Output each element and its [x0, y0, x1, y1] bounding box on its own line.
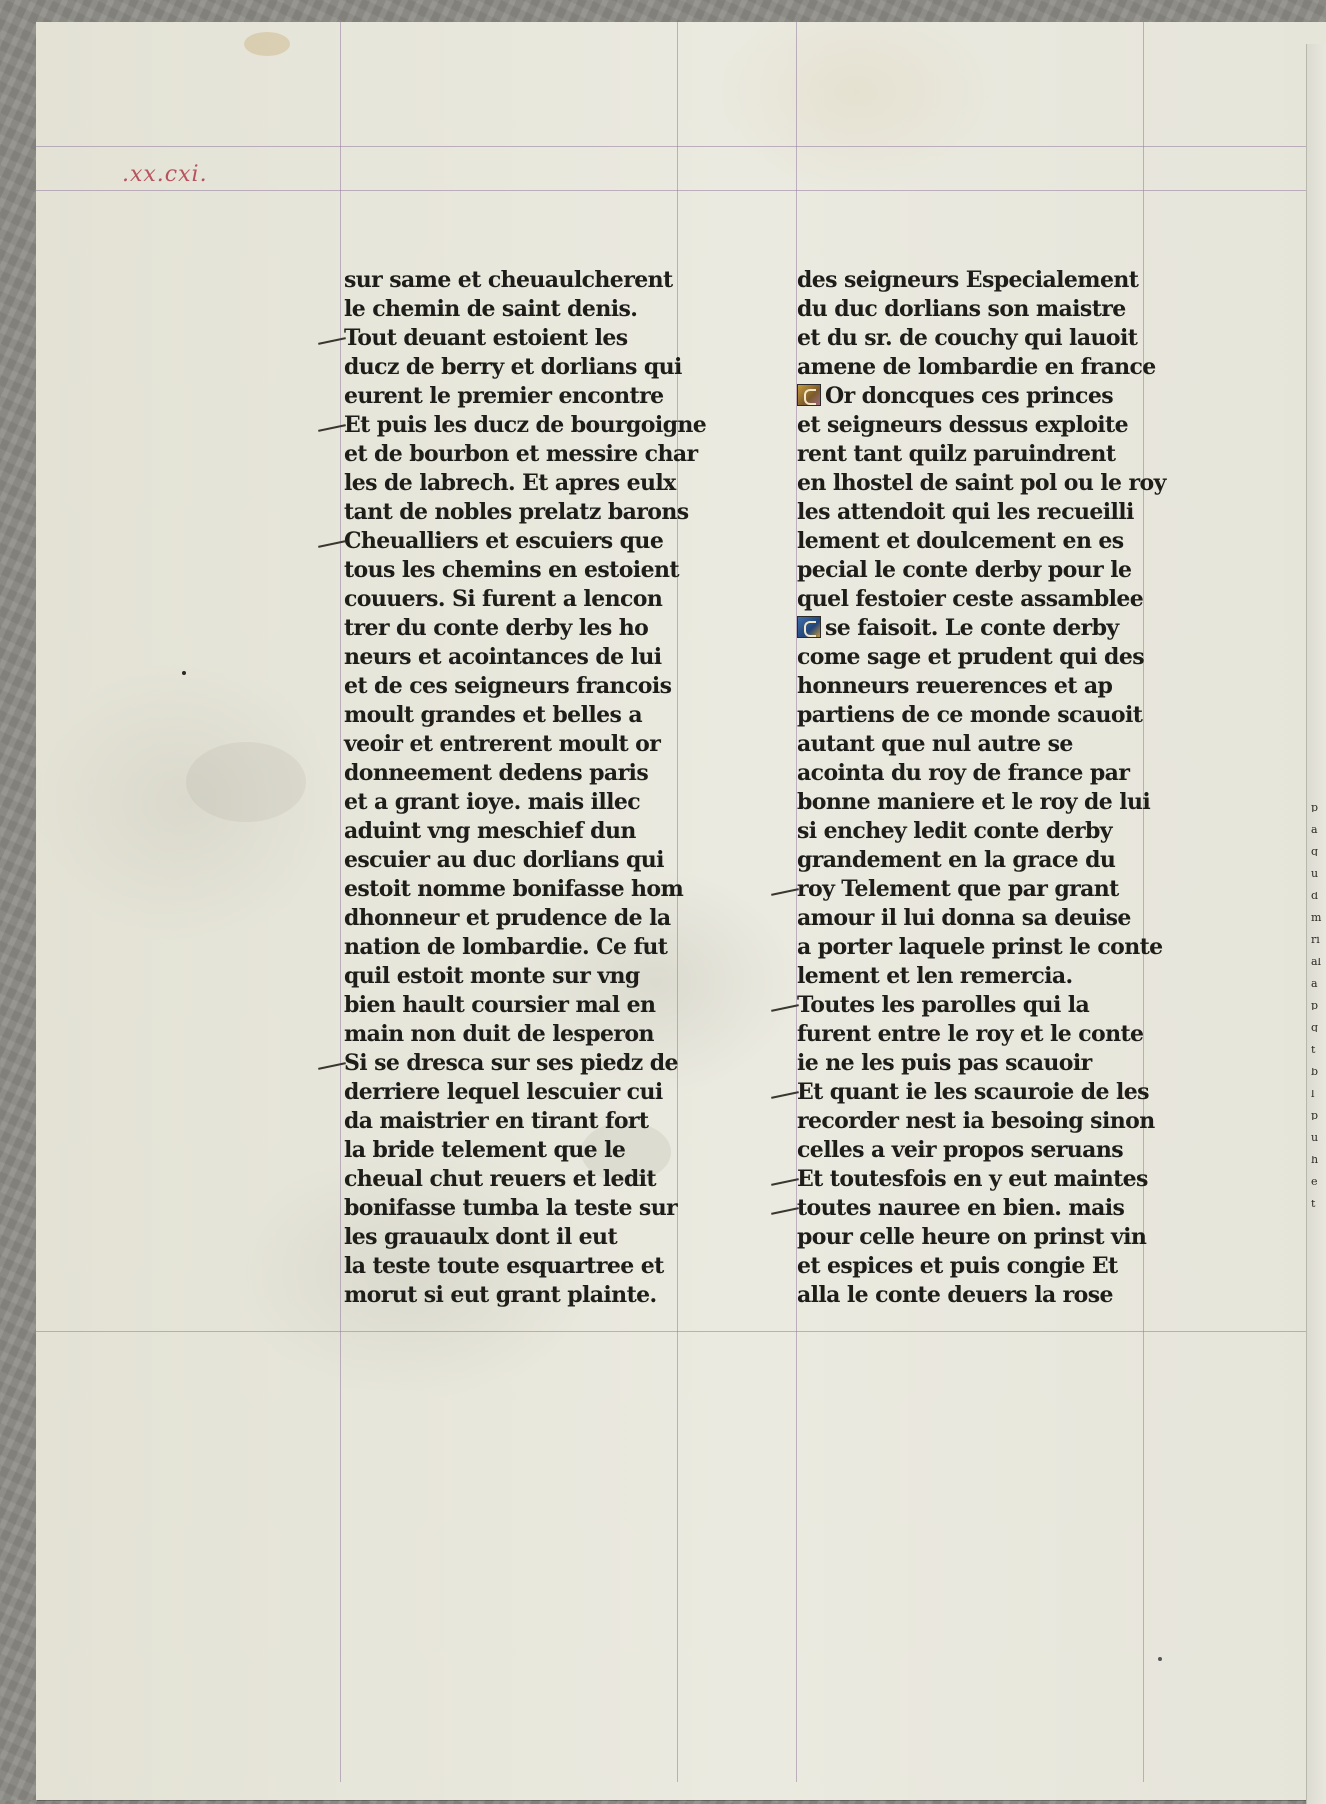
ink-dot [182, 671, 186, 675]
line-text: ducz de berry et dorlians qui [344, 354, 682, 380]
next-page-edge [1306, 44, 1326, 1804]
next-page-text-fragment: ri [1311, 936, 1320, 944]
line-text: donneement dedens paris [344, 760, 649, 786]
text-line [344, 1020, 704, 1049]
text-line [797, 1078, 1167, 1107]
line-text: bonifasse tumba la teste sur [344, 1195, 678, 1221]
line-text: morut si eut grant plainte. [344, 1282, 657, 1308]
text-line [797, 266, 1167, 295]
text-line [344, 382, 704, 411]
line-text: quel festoier ceste assamblee [797, 586, 1144, 612]
text-line [797, 846, 1167, 875]
text-line [797, 1020, 1167, 1049]
line-text: honneurs reuerences et ap [797, 673, 1113, 699]
text-line [344, 411, 707, 440]
line-text: tant de nobles prelatz barons [344, 499, 689, 525]
next-page-text-fragment: al [1311, 958, 1322, 966]
text-line [797, 1049, 1167, 1078]
line-text: da maistrier en tirant fort [344, 1108, 649, 1134]
text-line [797, 962, 1167, 991]
text-line [344, 730, 704, 759]
left-text-column [344, 266, 707, 1310]
stain [186, 742, 306, 822]
line-text: Or doncques ces princes [825, 383, 1114, 409]
text-line [344, 701, 704, 730]
text-line [344, 846, 704, 875]
line-text: en lhostel de saint pol ou le roy [797, 470, 1166, 496]
text-line [344, 1194, 704, 1223]
text-line [797, 440, 1167, 469]
next-page-text-fragment: d [1311, 892, 1319, 900]
text-line [344, 498, 704, 527]
line-text: pour celle heure on prinst vin [797, 1224, 1147, 1250]
line-text: les de labrech. Et apres eulx [344, 470, 676, 496]
text-line [344, 759, 704, 788]
text-line [797, 817, 1167, 846]
line-text: bien hault coursier mal en [344, 992, 656, 1018]
text-line [344, 788, 704, 817]
line-text: les attendoit qui les recueilli [797, 499, 1134, 525]
line-text: tous les chemins en estoient [344, 557, 679, 583]
text-line [797, 904, 1167, 933]
text-line [344, 469, 704, 498]
line-text: si enchey ledit conte derby [797, 818, 1112, 844]
ruling-line [340, 22, 341, 1782]
text-line [797, 353, 1167, 382]
folio-number: .xx.cxi. [122, 162, 208, 187]
line-text: quil estoit monte sur vng [344, 963, 640, 989]
text-line [344, 643, 704, 672]
next-page-text-fragment: b [1311, 1068, 1319, 1076]
text-line [797, 643, 1167, 672]
text-line [344, 440, 704, 469]
text-line [797, 875, 1167, 904]
text-line [344, 962, 704, 991]
next-page-text-fragment: q [1311, 1024, 1319, 1032]
next-page-text-fragment: m [1311, 914, 1322, 922]
text-line [344, 1165, 704, 1194]
text-line [797, 382, 1167, 411]
line-text: Si se dresca sur ses piedz de [344, 1050, 678, 1076]
line-text: alla le conte deuers la rose [797, 1282, 1113, 1308]
next-page-text-fragment: l [1311, 1090, 1315, 1098]
line-text: et seigneurs dessus exploite [797, 412, 1129, 438]
line-text: du duc dorlians son maistre [797, 296, 1126, 322]
text-line [797, 556, 1167, 585]
line-text: roy Telement que par grant [797, 876, 1119, 902]
text-line [344, 672, 704, 701]
text-line [344, 556, 704, 585]
next-page-text-fragment: u [1311, 870, 1319, 878]
line-text: partiens de ce monde scauoit [797, 702, 1143, 728]
text-line [344, 295, 704, 324]
next-page-text-fragment: t [1311, 1046, 1316, 1054]
line-text: estoit nomme bonifasse hom [344, 876, 684, 902]
text-line [344, 1078, 704, 1107]
text-line [797, 324, 1167, 353]
text-line [797, 1281, 1167, 1310]
illuminated-initial [797, 616, 821, 638]
line-text: lement et doulcement en es [797, 528, 1124, 554]
line-text: et de bourbon et messire char [344, 441, 698, 467]
line-text: amene de lombardie en france [797, 354, 1156, 380]
ink-dot [1158, 1657, 1162, 1661]
line-text: pecial le conte derby pour le [797, 557, 1132, 583]
text-line [797, 759, 1167, 788]
text-line [344, 933, 704, 962]
line-text: trer du conte derby les ho [344, 615, 649, 641]
line-text: ie ne les puis pas scauoir [797, 1050, 1092, 1076]
line-text: Et puis les ducz de bourgoigne [344, 412, 707, 438]
text-line [797, 1223, 1167, 1252]
line-text: autant que nul autre se [797, 731, 1073, 757]
line-text: recorder nest ia besoing sinon [797, 1108, 1155, 1134]
text-line [797, 1194, 1167, 1223]
ruling-line [36, 190, 1306, 191]
text-line [797, 701, 1167, 730]
line-text: se faisoit. Le conte derby [825, 615, 1119, 641]
line-text: nation de lombardie. Ce fut [344, 934, 668, 960]
line-text: acointa du roy de france par [797, 760, 1130, 786]
text-line [797, 411, 1167, 440]
text-line [344, 1281, 704, 1310]
text-line [344, 875, 704, 904]
line-text: rent tant quilz paruindrent [797, 441, 1116, 467]
next-page-text-fragment: p [1311, 804, 1319, 812]
line-text: celles a veir propos seruans [797, 1137, 1124, 1163]
line-text: veoir et entrerent moult or [344, 731, 661, 757]
line-text: la bride telement que le [344, 1137, 626, 1163]
text-line [344, 1252, 704, 1281]
line-text: les grauaulx dont il eut [344, 1224, 618, 1250]
text-line [797, 469, 1167, 498]
text-line [344, 991, 704, 1020]
text-line [344, 324, 704, 353]
line-text: come sage et prudent qui des [797, 644, 1145, 670]
text-line [797, 527, 1167, 556]
line-text: aduint vng meschief dun [344, 818, 636, 844]
line-text: et de ces seigneurs francois [344, 673, 672, 699]
text-line [797, 933, 1167, 962]
text-line [344, 904, 704, 933]
next-page-text-fragment: p [1311, 1112, 1319, 1120]
line-text: a porter laquele prinst le conte [797, 934, 1163, 960]
text-line [797, 1252, 1167, 1281]
line-text: des seigneurs Especialement [797, 267, 1139, 293]
text-line [344, 353, 704, 382]
text-line [797, 730, 1167, 759]
line-text: moult grandes et belles a [344, 702, 642, 728]
line-text: dhonneur et prudence de la [344, 905, 671, 931]
line-text: bonne maniere et le roy de lui [797, 789, 1151, 815]
text-line [344, 527, 704, 556]
ruling-line [36, 146, 1306, 147]
line-text: amour il lui donna sa deuise [797, 905, 1131, 931]
next-page-text-fragment: h [1311, 1156, 1319, 1164]
text-line [344, 1223, 704, 1252]
line-text: furent entre le roy et le conte [797, 1021, 1144, 1047]
text-line [797, 1136, 1167, 1165]
line-text: Et quant ie les scauroie de les [797, 1079, 1149, 1105]
line-text: toutes nauree en bien. mais [797, 1195, 1125, 1221]
next-page-text-fragment: u [1311, 1134, 1319, 1142]
text-line [344, 585, 704, 614]
next-page-text-fragment: q [1311, 848, 1319, 856]
illuminated-initial [797, 384, 821, 406]
line-text: Cheualliers et escuiers que [344, 528, 664, 554]
text-line [344, 817, 704, 846]
text-line [344, 1049, 704, 1078]
next-page-text-fragment: t [1311, 1200, 1316, 1208]
text-line [797, 295, 1167, 324]
text-line [797, 788, 1167, 817]
line-text: couuers. Si furent a lencon [344, 586, 663, 612]
line-text: Tout deuant estoient les [344, 325, 628, 351]
text-line [797, 498, 1167, 527]
next-page-text-fragment: p [1311, 1002, 1319, 1010]
line-text: cheual chut reuers et ledit [344, 1166, 656, 1192]
text-line [344, 1136, 704, 1165]
line-text: lement et len remercia. [797, 963, 1073, 989]
next-page-text-fragment: a [1311, 980, 1318, 988]
next-page-text-fragment: e [1311, 1178, 1318, 1186]
text-line [344, 266, 704, 295]
line-text: main non duit de lesperon [344, 1021, 654, 1047]
line-text: Et toutesfois en y eut maintes [797, 1166, 1148, 1192]
next-page-text-fragment: a [1311, 826, 1318, 834]
line-text: la teste toute esquartree et [344, 1253, 664, 1279]
stain [244, 32, 290, 56]
line-text: Toutes les parolles qui la [797, 992, 1090, 1018]
line-text: grandement en la grace du [797, 847, 1116, 873]
line-text: et a grant ioye. mais illec [344, 789, 641, 815]
line-text: neurs et acointances de lui [344, 644, 662, 670]
text-line [797, 585, 1167, 614]
line-text: le chemin de saint denis. [344, 296, 638, 322]
line-text: et du sr. de couchy qui lauoit [797, 325, 1138, 351]
line-text: derriere lequel lescuier cui [344, 1079, 663, 1105]
line-text: et espices et puis congie Et [797, 1253, 1118, 1279]
line-text: sur same et cheuaulcherent [344, 267, 673, 293]
text-line [797, 1165, 1167, 1194]
line-text: escuier au duc dorlians qui [344, 847, 664, 873]
right-text-column [797, 266, 1167, 1310]
text-line [797, 614, 1167, 643]
text-line [797, 991, 1167, 1020]
text-line [344, 614, 704, 643]
text-line [797, 672, 1167, 701]
ruling-line [36, 1331, 1306, 1332]
text-line [797, 1107, 1167, 1136]
text-line [344, 1107, 704, 1136]
line-text: eurent le premier encontre [344, 383, 664, 409]
